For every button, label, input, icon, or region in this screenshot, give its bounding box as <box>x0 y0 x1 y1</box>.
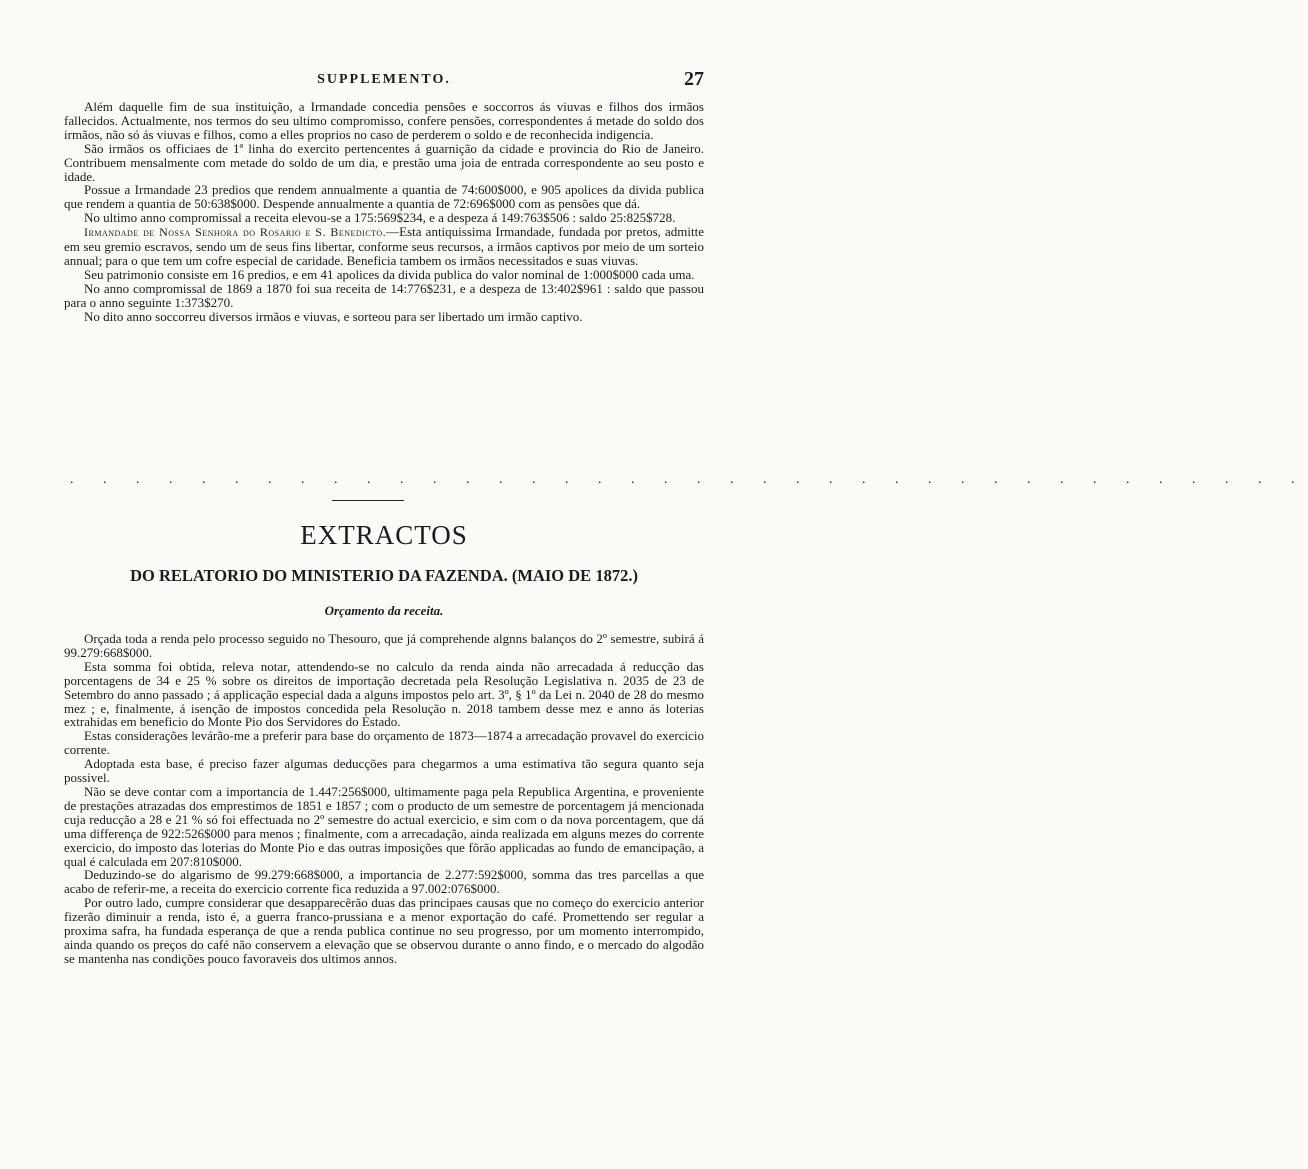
paragraph: Além daquelle fim de sua instituição, a Irmandade concedia pensões e soccorros ás viuvas e filhos dos irmãos fallecidos. Actualmente, nos termos do seu ultimo compromisso, confere pensões, correspondentes á metade do soldo dos irmãos, não só ás viuvas e filhos, como a elles proprios no caso de perderem o soldo e de reconhecida indigencia. <box>64 99 704 142</box>
paragraph: Possue a Irmandade 23 predios que rendem annualmente a quantia de 74:600$000, e 905 apolices da divida publica que rendem a quantia de 50:638$000. Despende annualmente a quantia de 72:696$000 com as pensões que dá. <box>64 182 704 212</box>
ellipsis-row: . . . . . . . . . . . . . . . . . . . . . . . . . . . . . . . . . . . . . . <box>70 472 1308 487</box>
paragraph: Adoptada esta base, é preciso fazer algumas deducções para chegarmos a uma estimativa tão segura quanto seja possivel. <box>64 756 704 786</box>
paragraph: Estas considerações levárão-me a preferir para base do orçamento de 1873—1874 a arrecadação provavel do exercicio corrente. <box>64 728 704 758</box>
paragraph: São irmãos os officiaes de 1ª linha do exercito pertencentes á guarnição da cidade e provincia do Rio de Janeiro. Contribuem mensalmente com metade do soldo de um dia, e prestão uma joia de entrada correspondente ao seu posto e idade. <box>64 140 704 184</box>
running-header <box>64 68 704 94</box>
paragraph: Seu patrimonio consiste em 16 predios, e em 41 apolices da divida publica do valor nominal de 1:000$000 cada uma. <box>84 266 695 282</box>
page-subtitle: DO RELATORIO DO MINISTERIO DA FAZENDA. (MAIO DE 1872.) <box>130 566 638 585</box>
section-divider <box>332 500 404 501</box>
paragraph: Esta somma foi obtida, releva notar, attendendo-se no calculo da renda ainda não arrecadada á reducção das porcentagens de 34 e 25 % sobre os direitos de importação decretada pela Resolução Legislativa n. 2035 de 23 de Setembro do anno passado ; á applicação especial dada a alguns impostos pelo art. 3º, § 1º da Lei n. 2040 de 28 do mesmo mez ; e, finalmente, á isenção de impostos concedida pela Resolução n. 2018 tambem desse mez e anno ás loterias extrahidas em beneficio do Monte Pio dos Servidores do Estado. <box>64 658 704 730</box>
upper-text-block <box>64 100 704 324</box>
lower-text-block <box>64 632 704 966</box>
paragraph: No ultimo anno compromissal a receita elevou-se a 175:569$234, e a despeza á 149:763$506 : saldo 25:825$728. <box>84 210 676 226</box>
paragraph: No anno compromissal de 1869 a 1870 foi sua receita de 14:776$231, e a despeza de 13:402$961 : saldo que passou para o anno seguinte 1:373$270. <box>64 280 704 310</box>
page-number: 27 <box>684 68 704 90</box>
paragraph: Deduzindo-se do algarismo de 99.279:668$000, a importancia de 2.277:592$000, somma das tres parcellas a que acabo de referir-me, a receita do exercicio corrente fica reduzida a 97.002:076$000. <box>64 867 704 897</box>
paragraph: Orçada toda a renda pelo processo seguido no Thesouro, que já comprehende algnns balanços do 2º semestre, subirá á 99.279:668$000. <box>64 631 704 660</box>
running-title: SUPPLEMENTO. <box>317 72 451 87</box>
paragraph: No dito anno soccorreu diversos irmãos e viuvas, e sorteou para ser libertado um irmão captivo. <box>84 308 583 324</box>
paragraph: Não se deve contar com a importancia de 1.447:256$000, ultimamente paga pela Republica Argentina, e proveniente de prestações atrazadas dos emprestimos de 1851 e 1857 ; com o producto de um semestre de porcentagem já mencionada cuja reducção a 28 e 21 % só foi effectuada no 2º semestre do actual exercicio, e sim com o da nova porcentagem, que dá uma differença de 922:526$000 para menos ; finalmente, com a arrecadação, ainda realizada em alguns mezes do corrente exercicio, do imposto das loterias do Monte Pio e das outras imposições que fôrão applicadas ao fundo de emancipação, a qual é calculada em 207:810$000. <box>64 783 704 869</box>
page-title: EXTRACTOS <box>300 520 468 550</box>
rosario-heading: Irmandade de Nossa Senhora do Rosario e S. Benedicto. <box>84 225 387 240</box>
rosario-paragraph <box>64 225 704 268</box>
rosario-text: —Esta antiquissima Irmandade, fundada por pretos, admitte em seu gremio escravos, sendo um de seus fins libertar, conforme seus recursos, a irmãos captivos por meio de um sorteio annual; para o que tem um cofre especial de caridade. Beneficia tambem os irmãos necessitados e suas viuvas. <box>64 224 704 268</box>
paragraph: Por outro lado, cumpre considerar que desapparecêrão duas das principaes causas que no começo do exercicio anterior fizerão diminuir a renda, isto é, a guerra franco-prussiana e a menor exportação do café. Promettendo ser regular a proxima safra, ha fundada esperança de que a renda publica continue no seu progresso, por um momento interrompido, ainda quando os preços do café não conservem a elevação que se observou durante o anno findo, e o mercado do algodão se mantenha nas condições pouco favoraveis dos ultimos annos. <box>64 895 704 966</box>
section-heading: Orçamento da receita. <box>324 603 444 618</box>
